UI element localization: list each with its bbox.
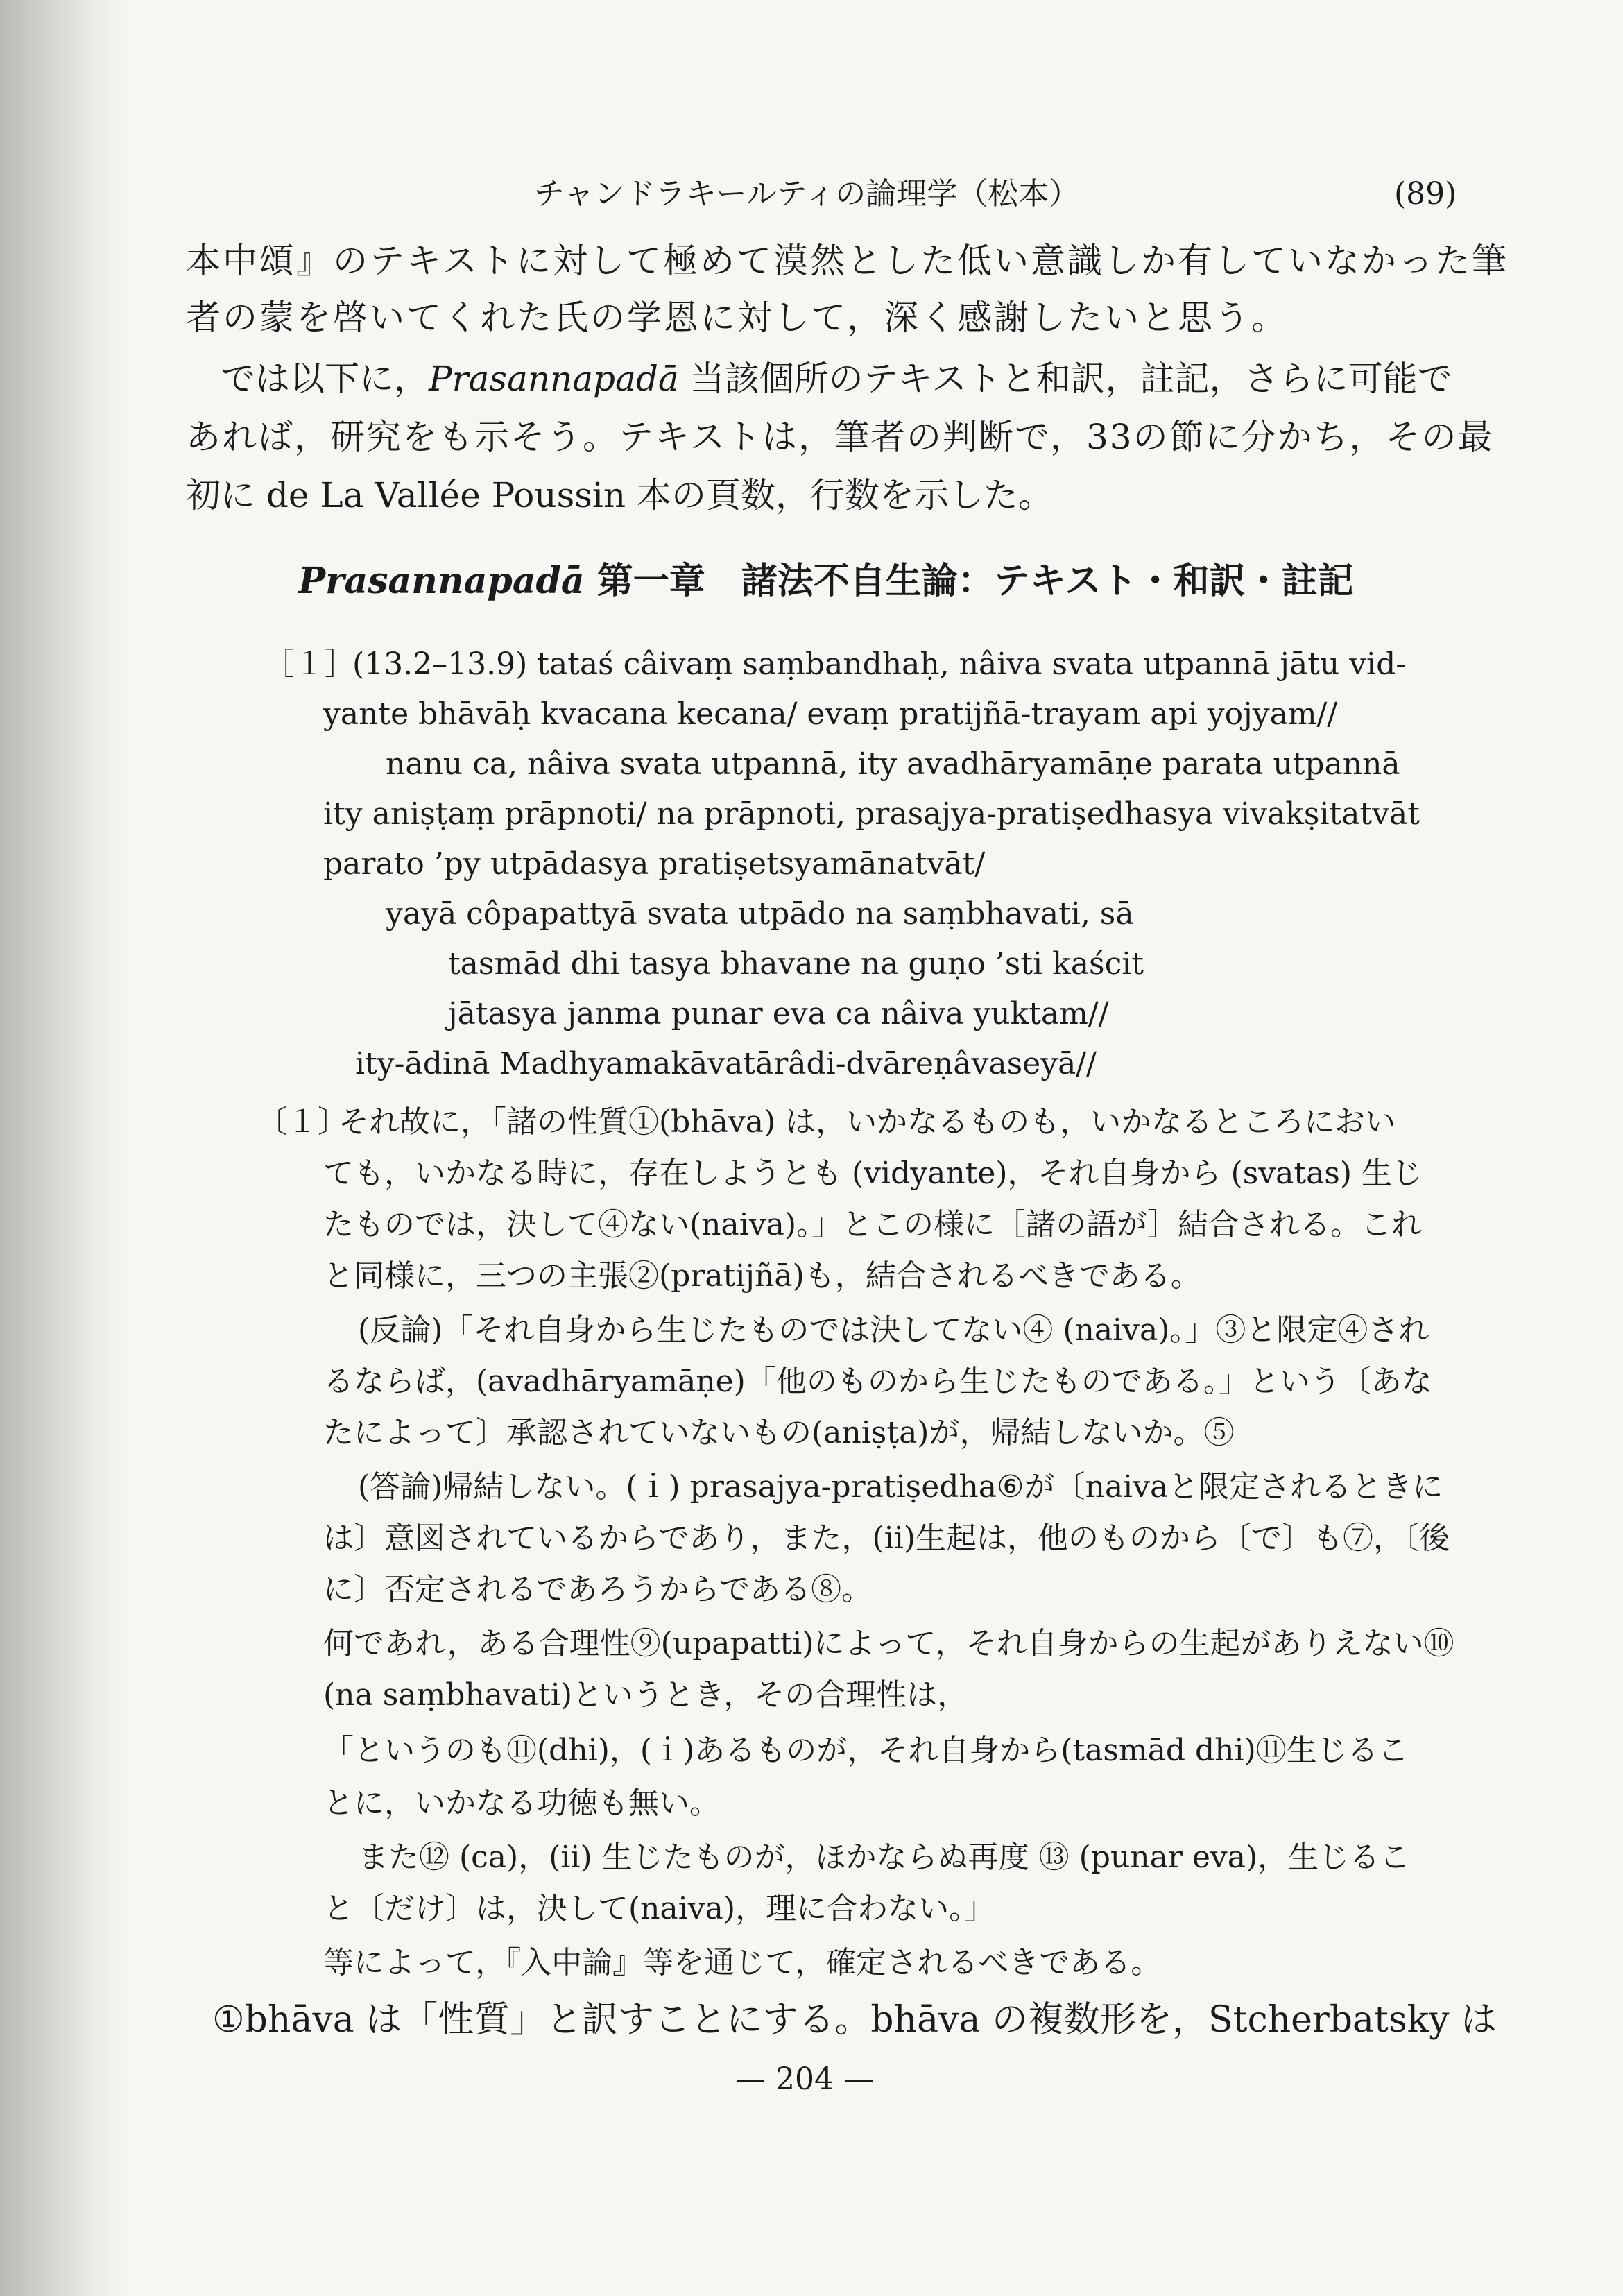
translation-line-17: 等によって，『入中論』等を通じて，確定されるべきである。 — [323, 1945, 1162, 1980]
sanskrit-line-last: ity-ādinā Madhyamakāvatārâdi-dvāreṇâvaseyā// — [355, 1046, 1097, 1081]
section-title-rest: 第一章 諸法不自生論：テキスト・和訳・註記 — [596, 560, 1354, 602]
translation-line-15: また⑫ (ca)，(ii) 生じたものが，ほかならぬ再度 ⑬ (punar eva)，生じるこ — [358, 1840, 1411, 1875]
sanskrit-line-2: yante bhāvāḥ kvacana kecana/ evaṃ pratijñā-trayam api yojyam// — [323, 696, 1338, 732]
translation-line-8: (答論)帰結しない。(ｉ) prasajya-pratiṣedha⑥が〔naivaと限定されるときに — [358, 1469, 1443, 1505]
translation-line-11: 何であれ，ある合理性⑨(upapatti)によって，それ自身からの生起がありえない⑩ — [323, 1626, 1454, 1661]
section-title-italic: Prasannapadā — [298, 560, 585, 602]
sanskrit-verse-2: tasmād dhi tasya bhavane na guṇo ’sti kaścit — [448, 946, 1144, 982]
translation-line-7: たによって〕承認されていないもの(aniṣṭa)が，帰結しないか。⑤ — [323, 1415, 1235, 1450]
intro2-line-2: あれば，研究をも示そう。テキストは，筆者の判断で，33の節に分かち，その最 — [186, 417, 1494, 457]
intro2-line-1 — [221, 358, 1452, 400]
translation-line-5: (反論)「それ自身から生じたものでは決してない④ (naiva)。」③と限定④され — [358, 1312, 1429, 1348]
intro-line-1: 本中頌』のテキストに対して極めて漠然とした低い意識しか有していなかった筆 — [186, 241, 1509, 281]
footnote-1: ①bhāva は「性質」と訳すことにする。bhāva の複数形を，Stcherbatsky は — [212, 1999, 1497, 2041]
running-header-title: チャンドラキールティの論理学（松本） — [534, 176, 1080, 212]
scan-edge-shadow — [0, 0, 132, 2296]
sanskrit-line-1: (13.2–13.9) tataś câivaṃ saṃbandhaḥ, nâiva svata utpannā jātu vid- — [352, 646, 1407, 682]
sanskrit-line-5: parato ’py utpādasya pratiṣetsyamānatvāt/ — [323, 846, 986, 882]
sanskrit-verse-1: yayā côpapattyā svata utpādo na saṃbhavati, sā — [386, 896, 1134, 932]
translation-line-3: たものでは，決して④ない(naiva)。」とこの様に［諸の語が］結合される。これ — [323, 1207, 1423, 1242]
intro-line-2: 者の蒙を啓いてくれた氏の学恩に対して，深く感謝したいと思う。 — [186, 298, 1288, 338]
translation-line-2: ても，いかなる時に，存在しようとも (vidyante)，それ自身から (svatas) 生じ — [323, 1156, 1423, 1191]
translation-line-1: それ故に，「諸の性質①(bhāva) は，いかなるものも，いかなるところにおい — [338, 1104, 1396, 1140]
translation-line-14: とに，いかなる功徳も無い。 — [323, 1785, 720, 1821]
sanskrit-line-3: nanu ca, nâiva svata utpannā, ity avadhāryamāṇe parata utpannā — [386, 746, 1400, 782]
sanskrit-section-number: ［１］ — [264, 646, 355, 682]
section-title — [298, 560, 1354, 602]
translation-line-6: るならば，(avadhāryamāṇe)「他のものから生じたものである。」という〔あな — [323, 1364, 1432, 1399]
translation-line-12: (na saṃbhavati)というとき，その合理性は， — [323, 1677, 968, 1713]
translation-line-9: は〕意図されているからであり，また，(ii)生起は，他のものから〔で〕も⑦，〔後 — [323, 1520, 1450, 1556]
translation-line-4: と同様に，三つの主張②(pratijñā)も，結合されるべきである。 — [323, 1258, 1201, 1294]
sanskrit-line-4: ity aniṣṭaṃ prāpnoti/ na prāpnoti, prasajya-pratiṣedhasya vivakṣitatvāt — [323, 796, 1420, 832]
prasannapada-italic: Prasannapadā — [429, 359, 679, 399]
intro2-line-1-a: では以下に， — [221, 359, 429, 399]
translation-line-16: と〔だけ〕は，決して(naiva)，理に合わない。」 — [323, 1891, 995, 1926]
translation-section-number: 〔１〕 — [257, 1104, 348, 1140]
page-number-header: (89) — [1394, 176, 1457, 212]
page-footer-number: — 204 — — [735, 2062, 874, 2097]
translation-line-13: 「というのも⑪(dhi)，(ｉ)あるものが，それ自身から(tasmād dhi)⑪生じるこ — [323, 1733, 1409, 1768]
translation-line-10: に〕否定されるであろうからである⑧。 — [323, 1572, 873, 1607]
sanskrit-verse-3: jātasya janma punar eva ca nâiva yuktam// — [448, 996, 1109, 1031]
intro2-line-3: 初に de La Vallée Poussin 本の頁数，行数を示した。 — [186, 475, 1053, 515]
intro2-line-1-b: 当該個所のテキストと和訳，註記，さらに可能で — [689, 359, 1452, 399]
